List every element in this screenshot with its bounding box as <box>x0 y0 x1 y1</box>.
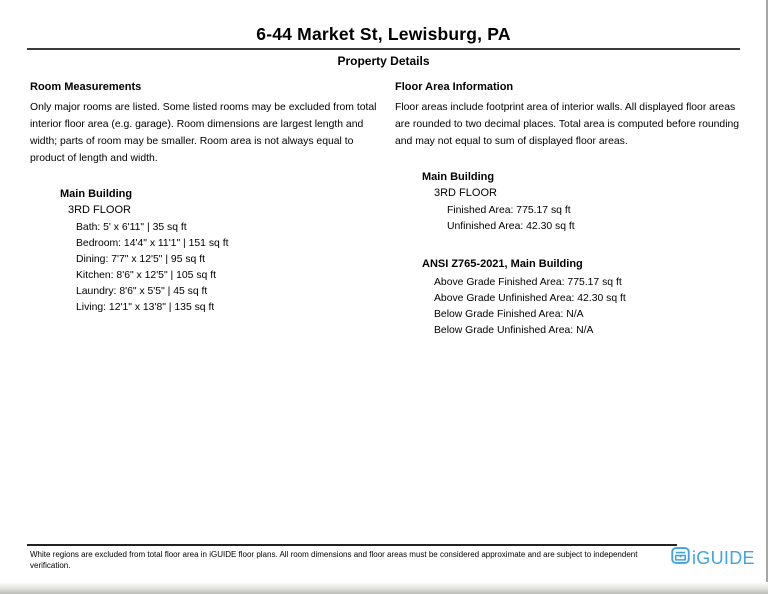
ansi-item: Below Grade Finished Area: N/A <box>434 309 584 320</box>
iguide-logo-text: iGUIDE <box>692 547 755 568</box>
ansi-section <box>422 258 745 339</box>
ansi-item: Above Grade Unfinished Area: 42.30 sq ft <box>434 293 626 304</box>
room-item: Living: 12'1" x 13'8" | 135 sq ft <box>76 302 215 313</box>
iguide-camera-icon <box>671 546 690 570</box>
footer-divider <box>27 544 677 546</box>
floor-area-building <box>422 171 745 235</box>
floor-area-section <box>395 81 745 339</box>
room-item: Dining: 7'7" x 12'5" | 95 sq ft <box>76 254 205 265</box>
floor-area-description: Floor areas include footprint area of interior walls. All displayed floor areas are rounded to two decimal places. Total area is computed before rounding and may not equal to sum of displayed floor areas. <box>395 102 740 147</box>
building-name: Main Building <box>422 171 495 183</box>
room-measurements-heading: Room Measurements <box>30 81 142 93</box>
area-item: Finished Area: 775.17 sq ft <box>447 205 571 216</box>
room-measurements-building <box>60 188 377 316</box>
ansi-item: Below Grade Unfinished Area: N/A <box>434 325 594 336</box>
ansi-list <box>434 275 745 339</box>
floor-label: 3RD FLOOR <box>434 187 497 199</box>
room-item: Kitchen: 8'6" x 12'5" | 105 sq ft <box>76 270 216 281</box>
ansi-item: Above Grade Finished Area: 775.17 sq ft <box>434 277 622 288</box>
ansi-heading: ANSI Z765-2021, Main Building <box>422 258 583 270</box>
room-item: Bath: 5' x 6'11" | 35 sq ft <box>76 222 187 233</box>
page-bottom-edge <box>0 582 768 594</box>
page-subtitle: Property Details <box>337 54 430 68</box>
room-item: Laundry: 8'6" x 5'5" | 45 sq ft <box>76 286 208 297</box>
page-title: 6-44 Market St, Lewisburg, PA <box>256 24 511 44</box>
iguide-logo <box>671 546 755 570</box>
area-list <box>447 203 745 235</box>
room-measurements-description: Only major rooms are listed. Some listed rooms may be excluded from total interior floor area (e.g. garage). Room dimensions are largest length and width; parts of room may be smaller. Room area is not always equal to product of length and width. <box>30 102 377 164</box>
title-divider <box>27 48 740 50</box>
building-name: Main Building <box>60 188 133 200</box>
room-item: Bedroom: 14'4" x 11'1" | 151 sq ft <box>76 238 229 249</box>
room-list <box>76 220 377 316</box>
area-item: Unfinished Area: 42.30 sq ft <box>447 221 575 232</box>
floor-area-heading: Floor Area Information <box>395 81 514 93</box>
floor-label: 3RD FLOOR <box>68 204 131 216</box>
room-measurements-section <box>30 81 377 316</box>
footer-disclaimer: White regions are excluded from total floor area in iGUIDE floor plans. All room dimensions and floor areas must be considered approximate and are subject to independent verification. <box>30 550 638 570</box>
